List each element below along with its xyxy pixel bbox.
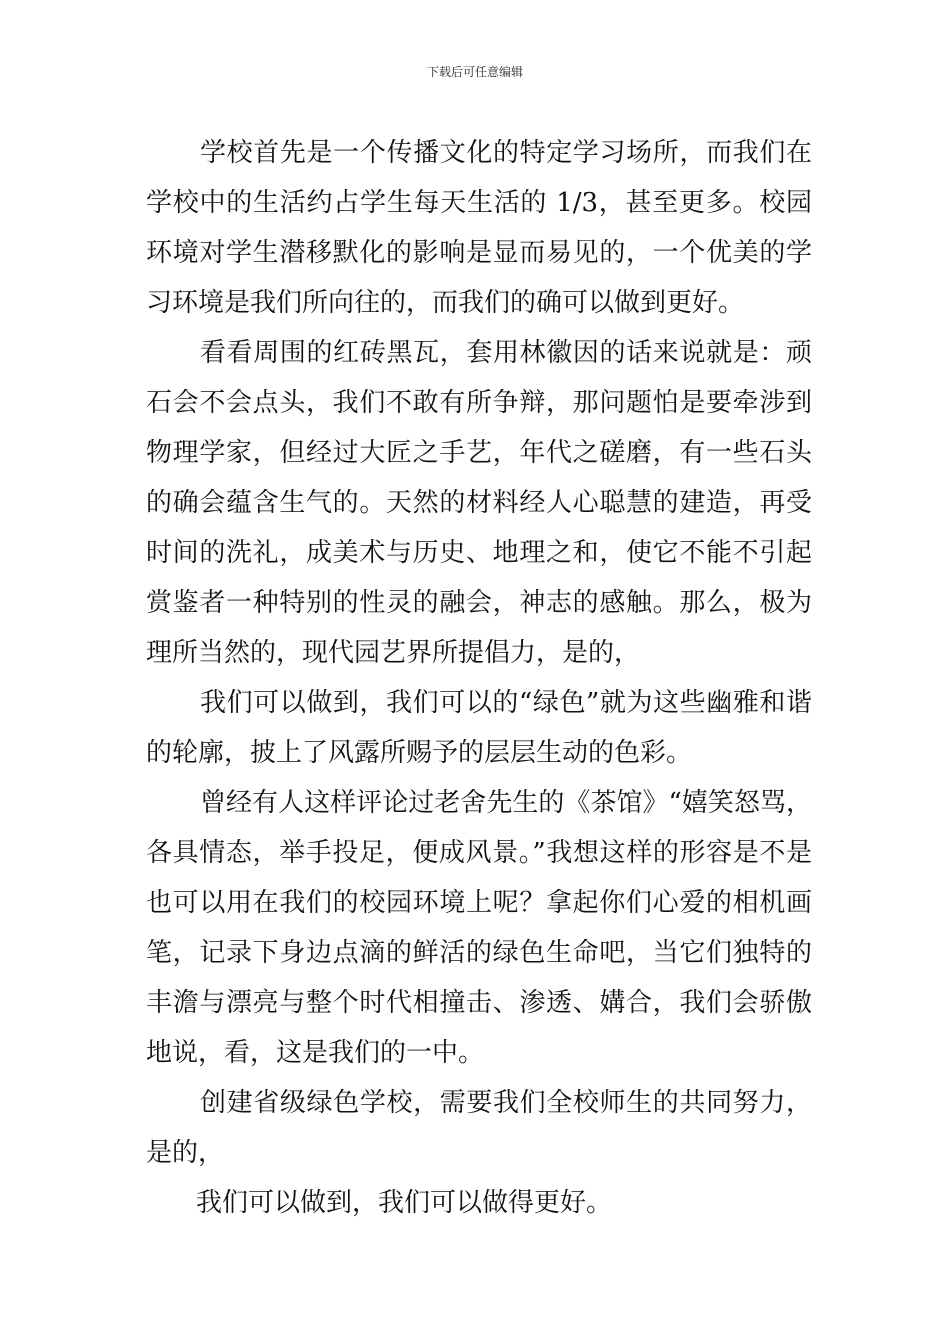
paragraph-1: 学校首先是一个传播文化的特定学习场所，而我们在学校中的生活约占学生每天生活的 1/3，甚至更多。校园环境对学生潜移默化的影响是显而易见的，一个优美的学习环境是我们所向往的，而我们的确可以做到更好。 [146,138,812,318]
paragraph-4: 曾经有人这样评论过老舍先生的《茶馆》“嬉笑怒骂，各具情态，举手投足，便成风景。”我想这样的形容是不是也可以用在我们的校园环境上呢？拿起你们心爱的相机画笔，记录下身边点滴的鲜活的绿色生命吧，当它们独特的丰澹与漂亮与整个时代相撞击、渗透、媾合，我们会骄傲地说，看，这是我们的一中。 [146,788,812,1068]
document-body [146,128,812,1228]
paragraph-5: 创建省级绿色学校，需要我们全校师生的共同努力，是的， [146,1088,812,1168]
paragraph-2: 看看周围的红砖黑瓦，套用林徽因的话来说就是：顽石会不会点头，我们不敢有所争辩，那问题怕是要牵涉到物理学家，但经过大匠之手艺，年代之磋磨，有一些石头的确会蕴含生气的。天然的材料经人心聪慧的建造，再受时间的洗礼，成美术与历史、地理之和，使它不能不引起赏鉴者一种特别的性灵的融会，神志的感触。那么，极为理所当然的，现代园艺界所提倡力，是的， [146,338,812,668]
paragraph-3: 我们可以做到，我们可以的“绿色”就为这些幽雅和谐的轮廓，披上了风露所赐予的层层生动的色彩。 [146,688,812,768]
paragraph-6: 我们可以做到，我们可以做得更好。 [196,1188,613,1218]
page-header-note: 下载后可任意编辑 [426,65,523,79]
